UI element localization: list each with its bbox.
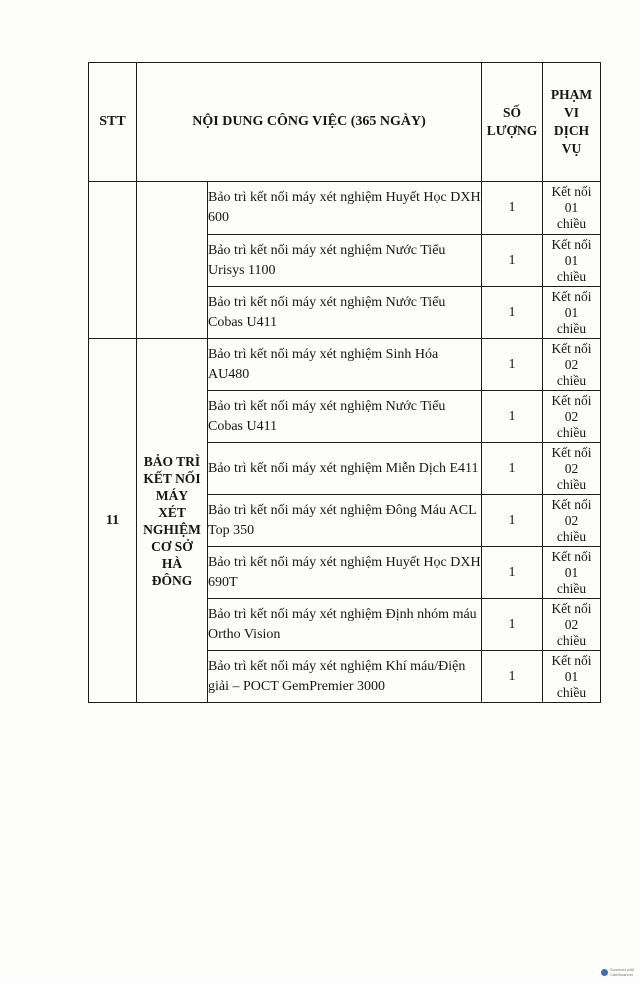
header-quantity <box>482 63 543 182</box>
scope-line: Kết nối <box>551 652 592 668</box>
task-content: Bảo trì kết nối máy xét nghiệm Miễn Dịch E411 <box>208 443 482 495</box>
task-content: Bảo trì kết nối máy xét nghiệm Huyết Học DXH 600 <box>208 182 482 235</box>
stt-cell-empty <box>89 182 137 339</box>
scope-line: chiều <box>556 632 587 648</box>
task-scope <box>543 339 601 391</box>
scope-line: 01 <box>564 200 579 215</box>
scope-line: chiều <box>556 216 587 231</box>
scope-line: Kết nối <box>551 600 592 616</box>
task-scope <box>543 182 601 235</box>
group-title-line: MÁY <box>155 487 189 503</box>
task-content: Bảo trì kết nối máy xét nghiệm Huyết Học DXH 690T <box>208 547 482 599</box>
task-quantity: 1 <box>482 339 543 391</box>
work-content-table <box>88 62 601 703</box>
scope-line: chiều <box>556 424 587 440</box>
table-row <box>89 339 601 391</box>
task-quantity: 1 <box>482 235 543 287</box>
scope-line: Kết nối <box>551 392 592 408</box>
watermark-line: CamScanner <box>609 972 634 977</box>
task-quantity: 1 <box>482 495 543 547</box>
task-quantity: 1 <box>482 287 543 339</box>
task-scope <box>543 651 601 703</box>
scope-line: chiều <box>556 372 587 388</box>
scope-line: chiều <box>556 684 587 700</box>
camscanner-logo-icon <box>601 969 608 976</box>
table-row <box>89 182 601 235</box>
group-title-line: BẢO TRÌ <box>143 453 201 469</box>
scope-line: 01 <box>564 304 579 320</box>
scope-line: 02 <box>564 460 579 476</box>
task-scope <box>543 495 601 547</box>
group-title <box>137 339 208 703</box>
group-title-line: KẾT NỐI <box>143 470 201 486</box>
group-title-line: NGHIỆM <box>143 521 201 537</box>
scanner-watermark <box>601 967 634 977</box>
scope-line: 02 <box>564 356 579 372</box>
task-content: Bảo trì kết nối máy xét nghiệm Khí máu/Điện giải – POCT GemPremier 3000 <box>208 651 482 703</box>
task-scope <box>543 287 601 339</box>
task-quantity: 1 <box>482 651 543 703</box>
scope-line: Kết nối <box>551 548 592 564</box>
task-quantity: 1 <box>482 599 543 651</box>
scope-line: Kết nối <box>551 340 592 356</box>
header-service-scope <box>543 63 601 182</box>
group-title-line: HÀ <box>161 555 183 571</box>
task-content: Bảo trì kết nối máy xét nghiệm Nước Tiểu Cobas U411 <box>208 391 482 443</box>
scope-line: chiều <box>556 580 587 596</box>
header-content: NỘI DUNG CÔNG VIỆC (365 NGÀY) <box>137 63 482 182</box>
group-title-line: XÉT <box>158 504 186 520</box>
scope-line: Kết nối <box>551 496 592 512</box>
stt-number: 11 <box>89 339 137 703</box>
scope-line: Kết nối <box>551 236 592 252</box>
scope-line: chiều <box>556 320 587 336</box>
scope-line: 02 <box>564 408 579 424</box>
task-quantity: 1 <box>482 443 543 495</box>
task-quantity: 1 <box>482 391 543 443</box>
task-quantity: 1 <box>482 182 543 235</box>
task-quantity: 1 <box>482 547 543 599</box>
header-scope-line: DỊCH <box>553 123 590 138</box>
header-scope-line: VI <box>563 105 579 120</box>
group-title-line: CƠ SỞ <box>151 538 193 554</box>
header-quantity-line: LƯỢNG <box>486 123 538 138</box>
task-scope <box>543 235 601 287</box>
table-header-row <box>89 63 601 182</box>
scope-line: 02 <box>564 616 579 632</box>
task-scope <box>543 547 601 599</box>
task-content: Bảo trì kết nối máy xét nghiệm Đông Máu ACL Top 350 <box>208 495 482 547</box>
task-scope <box>543 391 601 443</box>
task-content: Bảo trì kết nối máy xét nghiệm Nước Tiểu Cobas U411 <box>208 287 482 339</box>
scope-line: Kết nối <box>551 288 592 304</box>
scope-line: Kết nối <box>551 184 592 199</box>
scope-line: 02 <box>564 512 579 528</box>
group-cell-empty <box>137 182 208 339</box>
task-scope <box>543 599 601 651</box>
task-content: Bảo trì kết nối máy xét nghiệm Sinh Hóa AU480 <box>208 339 482 391</box>
task-content: Bảo trì kết nối máy xét nghiệm Nước Tiểu Urisys 1100 <box>208 235 482 287</box>
group-title-line: ĐÔNG <box>151 572 193 588</box>
scope-line: chiều <box>556 268 587 284</box>
header-scope-line: VỤ <box>561 141 582 156</box>
header-stt: STT <box>89 63 137 182</box>
header-scope-line: PHẠM <box>550 87 593 102</box>
task-scope <box>543 443 601 495</box>
scope-line: 01 <box>564 252 579 268</box>
watermark-line: Scanned with <box>609 967 634 972</box>
scope-line: Kết nối <box>551 444 592 460</box>
task-content: Bảo trì kết nối máy xét nghiệm Định nhóm máu Ortho Vision <box>208 599 482 651</box>
header-quantity-line: SỐ <box>502 105 521 120</box>
scope-line: chiều <box>556 528 587 544</box>
scope-line: chiều <box>556 476 587 492</box>
scope-line: 01 <box>564 668 579 684</box>
scope-line: 01 <box>564 564 579 580</box>
